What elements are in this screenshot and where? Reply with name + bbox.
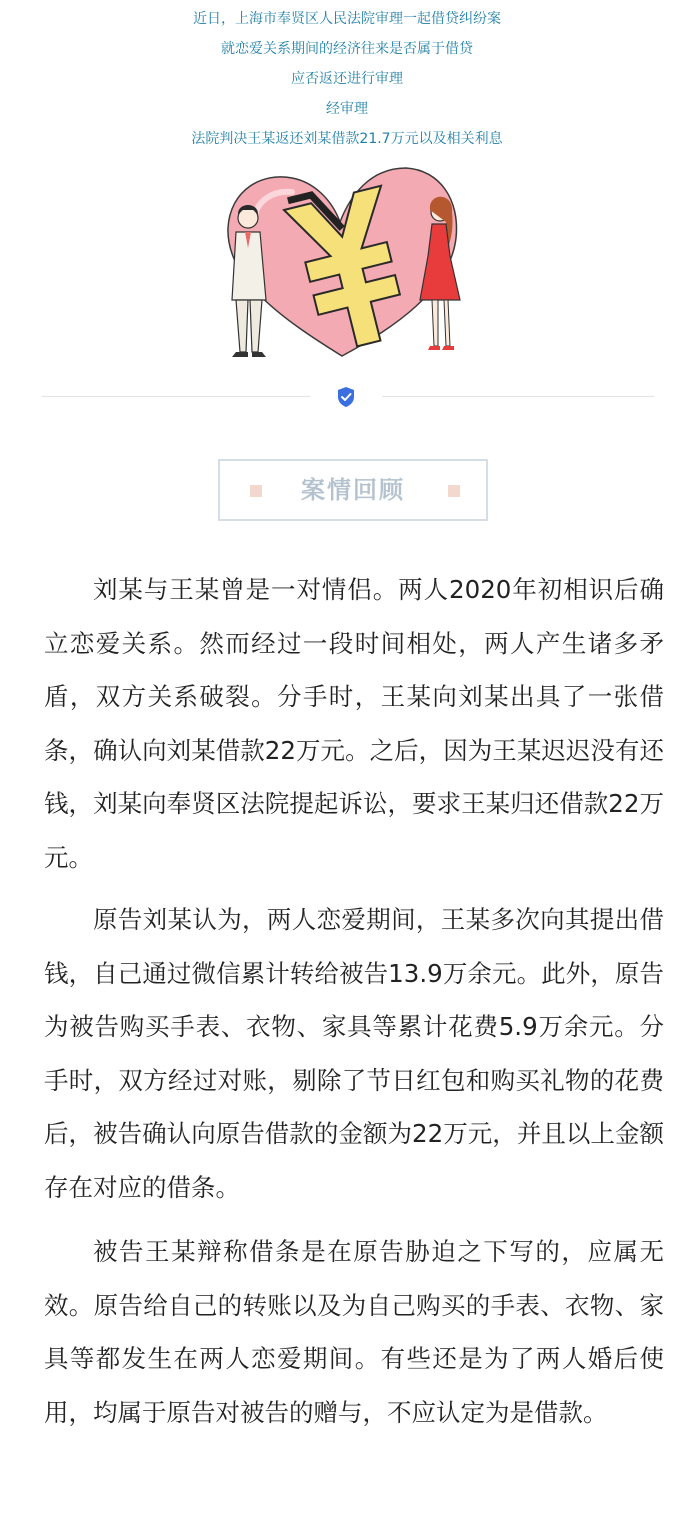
divider-line-right <box>382 396 654 397</box>
article-paragraph: 刘某与王某曾是一对情侣。两人2020年初相识后确立恋爱关系。然而经过一段时间相处，两人产生诸多矛盾，双方关系破裂。分手时，王某向刘某出具了一张借条，确认向刘某借款22万元。之后，因为王某迟迟没有还钱，刘某向奉贤区法院提起诉讼，要求王某归还借款22万元。 <box>44 575 664 872</box>
intro-line: 近日，上海市奉贤区人民法院审理一起借贷纠纷案 <box>193 11 501 27</box>
section-title: 案情回顾 <box>301 476 405 504</box>
article-paragraph: 原告刘某认为，两人恋爱期间，王某多次向其提出借钱，自己通过微信累计转给被告13.9万余元。此外，原告为被告购买手表、衣物、家具等累计花费5.9万余元。分手时，双方经过对账，剔除了节日红包和购买礼物的花费后，被告确认向原告借款的金额为22万元，并且以上金额存在对应的借条。 <box>44 905 664 1202</box>
shield-check-icon <box>336 386 356 408</box>
intro-summary <box>0 4 694 154</box>
intro-line: 就恋爱关系期间的经济往来是否属于借贷 <box>221 41 473 57</box>
section-heading-box <box>218 459 488 521</box>
heart-yuan-couple-illustration <box>214 160 464 365</box>
article-paragraph: 被告王某辩称借条是在原告胁迫之下写的，应属无效。原告给自己的转账以及为自己购买的手表、衣物、家具等都发生在两人恋爱期间。有些还是为了两人婚后使用，均属于原告对被告的赠与，不应认定为是借款。 <box>44 1237 664 1427</box>
decorative-square-right <box>448 485 460 497</box>
intro-line: 应否返还进行审理 <box>291 71 403 87</box>
intro-line: 法院判决王某返还刘某借款21.7万元以及相关利息 <box>191 131 503 147</box>
intro-line: 经审理 <box>326 101 368 117</box>
divider-line-left <box>42 396 310 397</box>
